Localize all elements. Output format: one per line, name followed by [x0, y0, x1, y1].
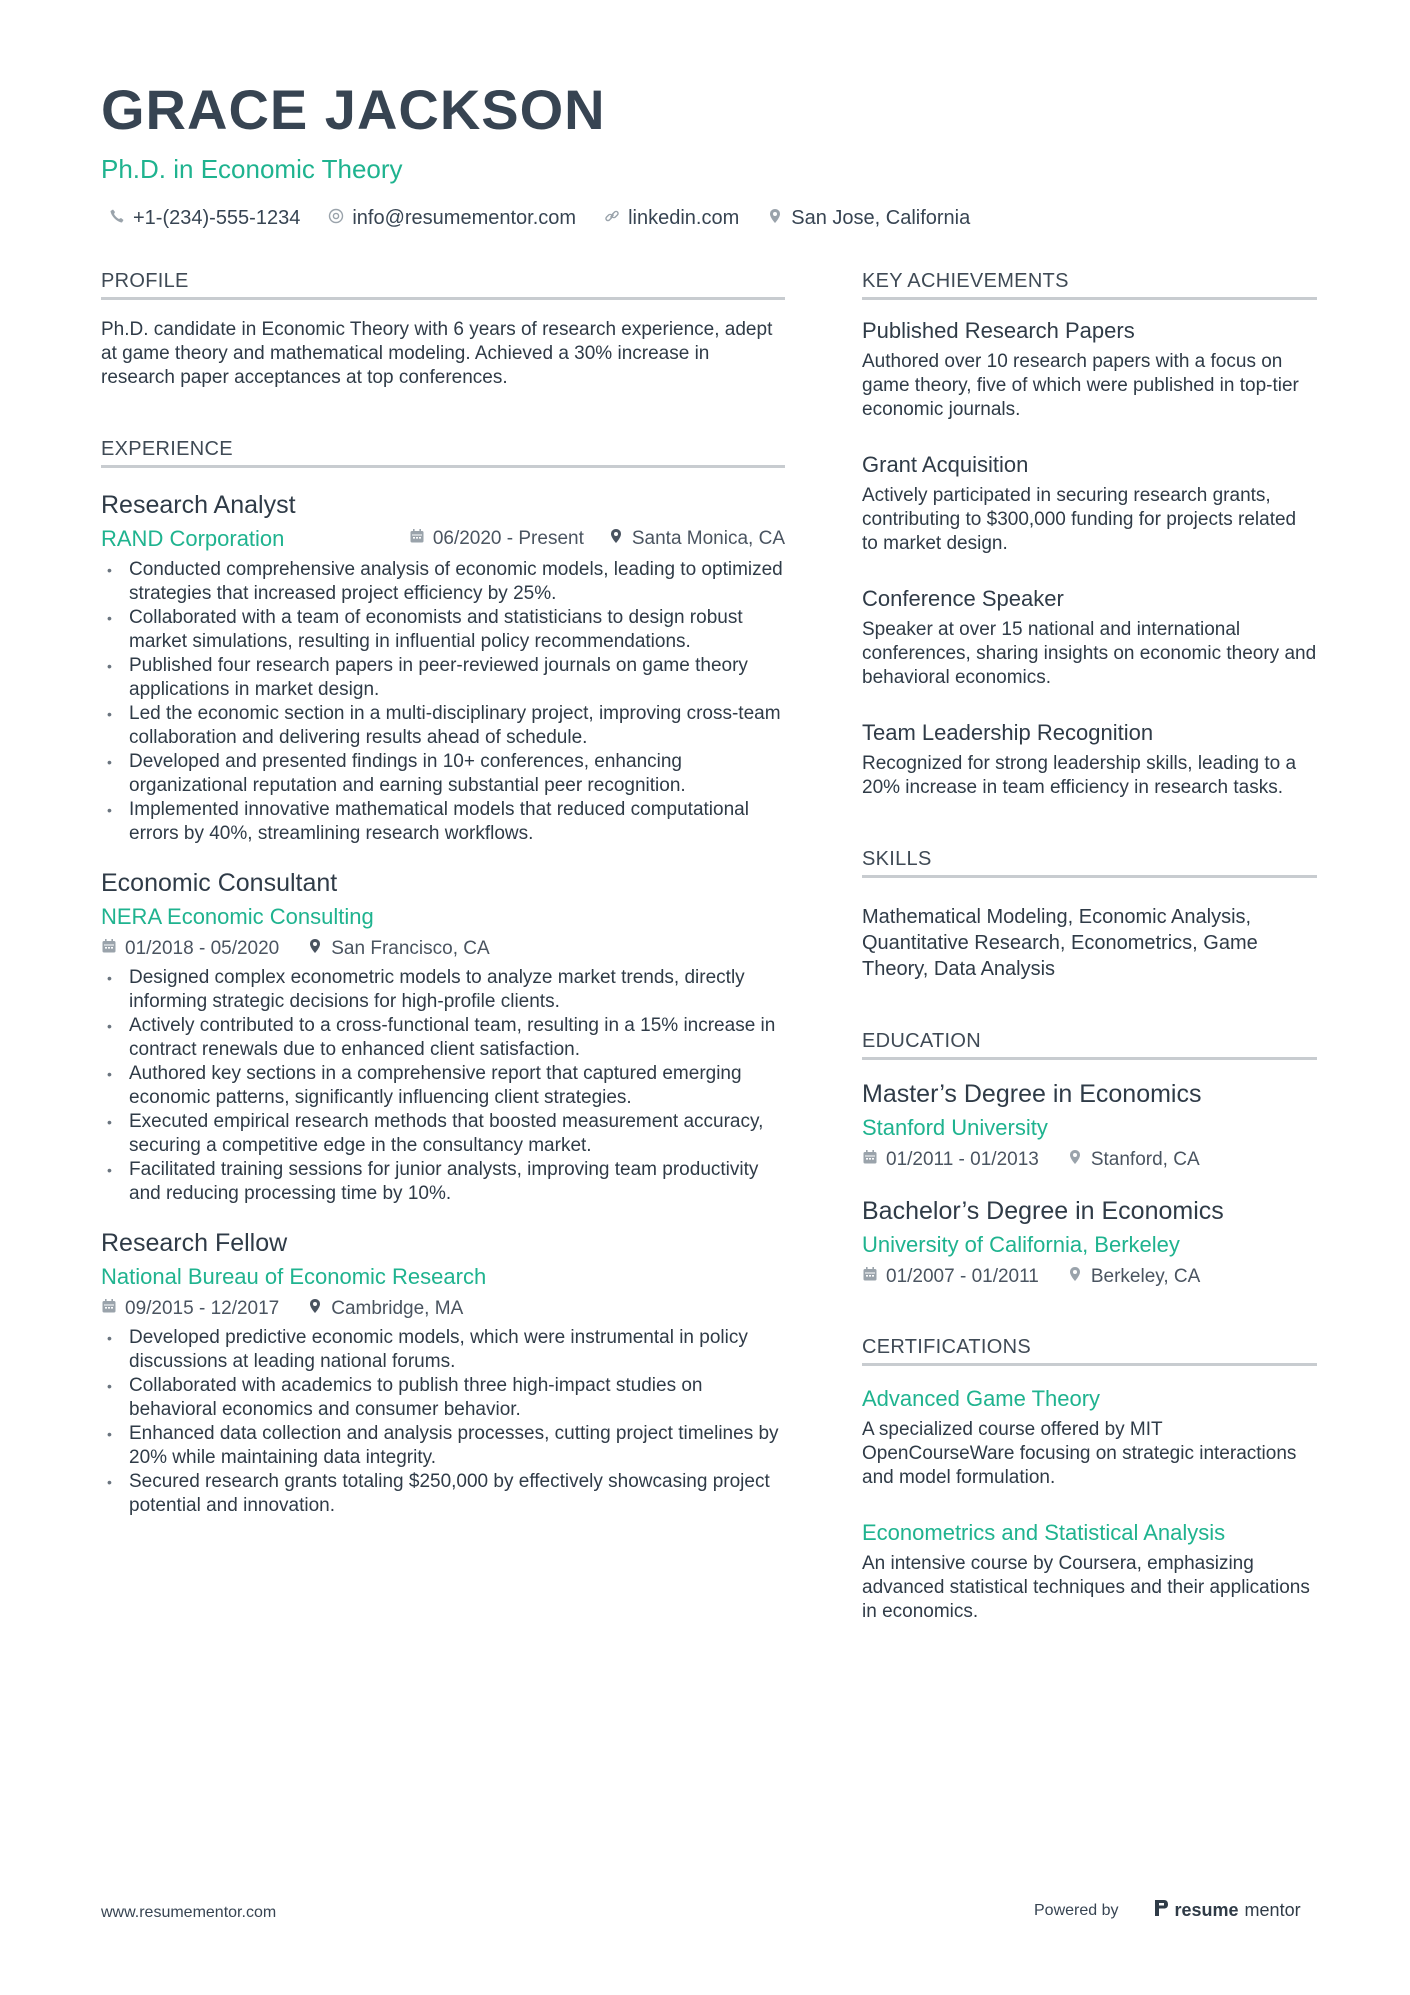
location-icon: [608, 528, 624, 550]
achievement-title: Grant Acquisition: [862, 452, 1029, 477]
contact-linkedin-text[interactable]: linkedin.com: [628, 207, 740, 229]
resume-header: [101, 78, 971, 230]
achievements-section: [862, 270, 1317, 800]
education-location: [1067, 1266, 1200, 1288]
link-icon: [604, 207, 620, 230]
certifications-heading: CERTIFICATIONS: [862, 1336, 1317, 1366]
achievement-item: [862, 720, 1317, 800]
job-location-text: Santa Monica, CA: [631, 528, 785, 549]
certification-title: Econometrics and Statistical Analysis: [862, 1520, 1226, 1545]
job-bullet: • Collaborated with a team of economists and statisticians to design robust market simulations, resulting in influential policy recommendations.: [101, 606, 785, 654]
achievement-title: Team Leadership Recognition: [862, 720, 1154, 745]
certifications-section: [862, 1336, 1317, 1624]
certification-desc: A specialized course offered by MIT OpenCourseWare focusing on strategic interactions and model formulation.: [862, 1419, 1297, 1488]
job-bullet: • Executed empirical research methods that boosted measurement accuracy, securing a competitive edge in the consultancy market.: [101, 1110, 785, 1158]
education-location: [1067, 1149, 1200, 1171]
phone-icon: [109, 207, 125, 230]
profile-heading: PROFILE: [101, 270, 785, 300]
job-location-text: San Francisco, CA: [331, 938, 490, 959]
certification-item: [862, 1520, 1317, 1624]
job-bullet: • Developed predictive economic models, which were instrumental in policy discussions at leading national forums.: [101, 1326, 785, 1374]
location-icon: [767, 207, 783, 230]
contact-phone-text: +1-(234)-555-1234: [133, 207, 301, 229]
calendar-icon: [862, 1149, 878, 1171]
experience-section: [101, 438, 785, 1518]
job-bullet: • Led the economic section in a multi-disciplinary project, improving cross-team collaboration and delivering results ahead of schedule.: [101, 702, 785, 750]
education-item: [862, 1197, 1317, 1288]
job-bullet: • Facilitated training sessions for junior analysts, improving team productivity and reducing processing time by 10%.: [101, 1158, 785, 1206]
location-icon: [307, 938, 323, 960]
education-heading: EDUCATION: [862, 1030, 1317, 1060]
job-meta: [101, 1298, 785, 1320]
job-bullet: • Authored key sections in a comprehensive report that captured emerging economic patterns, significantly influencing client strategies.: [101, 1062, 785, 1110]
contact-location: [767, 207, 970, 230]
education-location-text: Stanford, CA: [1090, 1149, 1200, 1170]
at-icon: [328, 207, 344, 230]
footer-brand: [1034, 1898, 1301, 1923]
experience-heading: EXPERIENCE: [101, 438, 785, 468]
job-title: Research Fellow: [101, 1229, 288, 1257]
candidate-subtitle: Ph.D. in Economic Theory: [101, 154, 403, 184]
job-bullet: • Designed complex econometric models to analyze market trends, directly informing strategic decisions for high-profile clients.: [101, 966, 785, 1014]
achievements-heading: KEY ACHIEVEMENTS: [862, 270, 1317, 300]
profile-text: Ph.D. candidate in Economic Theory with 6 years of research experience, adept at game theory and mathematical modeling. Achieved a 30% increase in research paper acceptances at top conferences.: [101, 319, 773, 388]
achievement-desc: Recognized for strong leadership skills, leading to a 20% increase in team efficiency in research tasks.: [862, 753, 1297, 798]
achievement-desc: Actively participated in securing research grants, contributing to $300,000 funding for projects related to market design.: [862, 485, 1297, 554]
calendar-icon: [409, 528, 425, 550]
achievement-title: Published Research Papers: [862, 318, 1135, 343]
job-bullet: • Actively contributed to a cross-functional team, resulting in a 15% increase in contract renewals due to enhanced client satisfaction.: [101, 1014, 785, 1062]
right-column: [862, 270, 1317, 1672]
job-bullets: [101, 1326, 785, 1518]
job-dates: [101, 1298, 279, 1320]
job-dates: [409, 528, 584, 550]
certification-title: Advanced Game Theory: [862, 1386, 1101, 1411]
education-degree: Master’s Degree in Economics: [862, 1080, 1202, 1108]
job-location: [307, 1298, 463, 1320]
job-title: Economic Consultant: [101, 869, 338, 897]
job-bullet: • Implemented innovative mathematical models that reduced computational errors by 40%, streamlining research workflows.: [101, 798, 785, 846]
job-bullet: • Developed and presented findings in 10+ conferences, enhancing organizational reputation and earning substantial peer recognition.: [101, 750, 785, 798]
job-dates-text: 09/2015 - 12/2017: [125, 1298, 280, 1319]
candidate-name: GRACE JACKSON: [101, 78, 606, 141]
education-meta: [862, 1266, 1317, 1288]
brand-name-part1: resume: [1174, 1900, 1239, 1920]
achievement-item: [862, 586, 1317, 690]
job-location: [608, 528, 785, 550]
education-school: University of California, Berkeley: [862, 1232, 1180, 1257]
job-org: NERA Economic Consulting: [101, 904, 374, 929]
job-bullet: • Enhanced data collection and analysis processes, cutting project timelines by 20% while maintaining data integrity.: [101, 1422, 785, 1470]
job-dates: [101, 938, 279, 960]
left-column: [101, 270, 785, 1566]
education-degree: Bachelor’s Degree in Economics: [862, 1197, 1224, 1225]
brand-logo[interactable]: [1153, 1898, 1301, 1923]
job-title: Research Analyst: [101, 491, 296, 519]
contact-email-text[interactable]: info@resumementor.com: [352, 207, 577, 229]
job-entry: [101, 1228, 785, 1518]
job-org: National Bureau of Economic Research: [101, 1264, 487, 1289]
job-bullet: • Published four research papers in peer-reviewed journals on game theory applications in market design.: [101, 654, 785, 702]
education-item: [862, 1080, 1317, 1171]
job-org-row: [101, 526, 785, 552]
job-bullet: • Secured research grants totaling $250,000 by effectively showcasing project potential and innovation.: [101, 1470, 785, 1518]
contact-phone: [109, 207, 300, 230]
job-dates-text: 01/2018 - 05/2020: [125, 938, 280, 959]
job-meta: [409, 528, 785, 550]
job-bullet: • Collaborated with academics to publish three high-impact studies on behavioral economics and consumer behavior.: [101, 1374, 785, 1422]
job-bullets: [101, 558, 785, 846]
education-location-text: Berkeley, CA: [1090, 1266, 1201, 1287]
location-icon: [1067, 1266, 1083, 1288]
calendar-icon: [862, 1266, 878, 1288]
education-section: [862, 1030, 1317, 1288]
achievement-item: [862, 452, 1317, 556]
education-school: Stanford University: [862, 1115, 1048, 1140]
contact-location-text: San Jose, California: [791, 207, 971, 229]
education-meta: [862, 1149, 1317, 1171]
job-bullets: [101, 966, 785, 1206]
job-meta: [101, 938, 785, 960]
job-entry: [101, 490, 785, 846]
brand-name-part2: mentor: [1244, 1900, 1301, 1920]
job-location-text: Cambridge, MA: [331, 1298, 464, 1319]
job-entry: [101, 868, 785, 1206]
calendar-icon: [101, 938, 117, 960]
skills-text: Mathematical Modeling, Economic Analysis, Quantitative Research, Econometrics, Game Theory, Data Analysis: [862, 906, 1258, 980]
resumementor-logo-icon: [1153, 1898, 1169, 1923]
education-dates: [862, 1149, 1039, 1171]
education-dates: [862, 1266, 1039, 1288]
contact-bar: [101, 207, 970, 230]
skills-section: [862, 848, 1317, 982]
location-icon: [1067, 1149, 1083, 1171]
contact-email[interactable]: [328, 207, 576, 230]
education-dates-text: 01/2007 - 01/2011: [886, 1266, 1039, 1287]
powered-by-label: Powered by: [1034, 1901, 1119, 1919]
achievement-desc: Speaker at over 15 national and international conferences, sharing insights on economic theory and behavioral economics.: [862, 619, 1317, 688]
skills-heading: SKILLS: [862, 848, 1317, 878]
certification-desc: An intensive course by Coursera, emphasizing advanced statistical techniques and their applications in economics.: [862, 1553, 1310, 1622]
certification-item: [862, 1386, 1317, 1490]
achievement-item: [862, 318, 1317, 422]
job-org: RAND Corporation: [101, 526, 285, 551]
footer-website[interactable]: www.resumementor.com: [101, 1904, 277, 1921]
job-bullet: • Conducted comprehensive analysis of economic models, leading to optimized strategies that increased project efficiency by 25%.: [101, 558, 785, 606]
achievement-title: Conference Speaker: [862, 586, 1064, 611]
calendar-icon: [101, 1298, 117, 1320]
job-location: [307, 938, 489, 960]
location-icon: [307, 1298, 323, 1320]
education-dates-text: 01/2011 - 01/2013: [886, 1149, 1039, 1170]
job-dates-text: 06/2020 - Present: [432, 528, 584, 549]
profile-section: [101, 270, 785, 390]
contact-linkedin[interactable]: [604, 207, 739, 230]
achievement-desc: Authored over 10 research papers with a focus on game theory, five of which were published in top-tier economic journals.: [862, 351, 1299, 420]
